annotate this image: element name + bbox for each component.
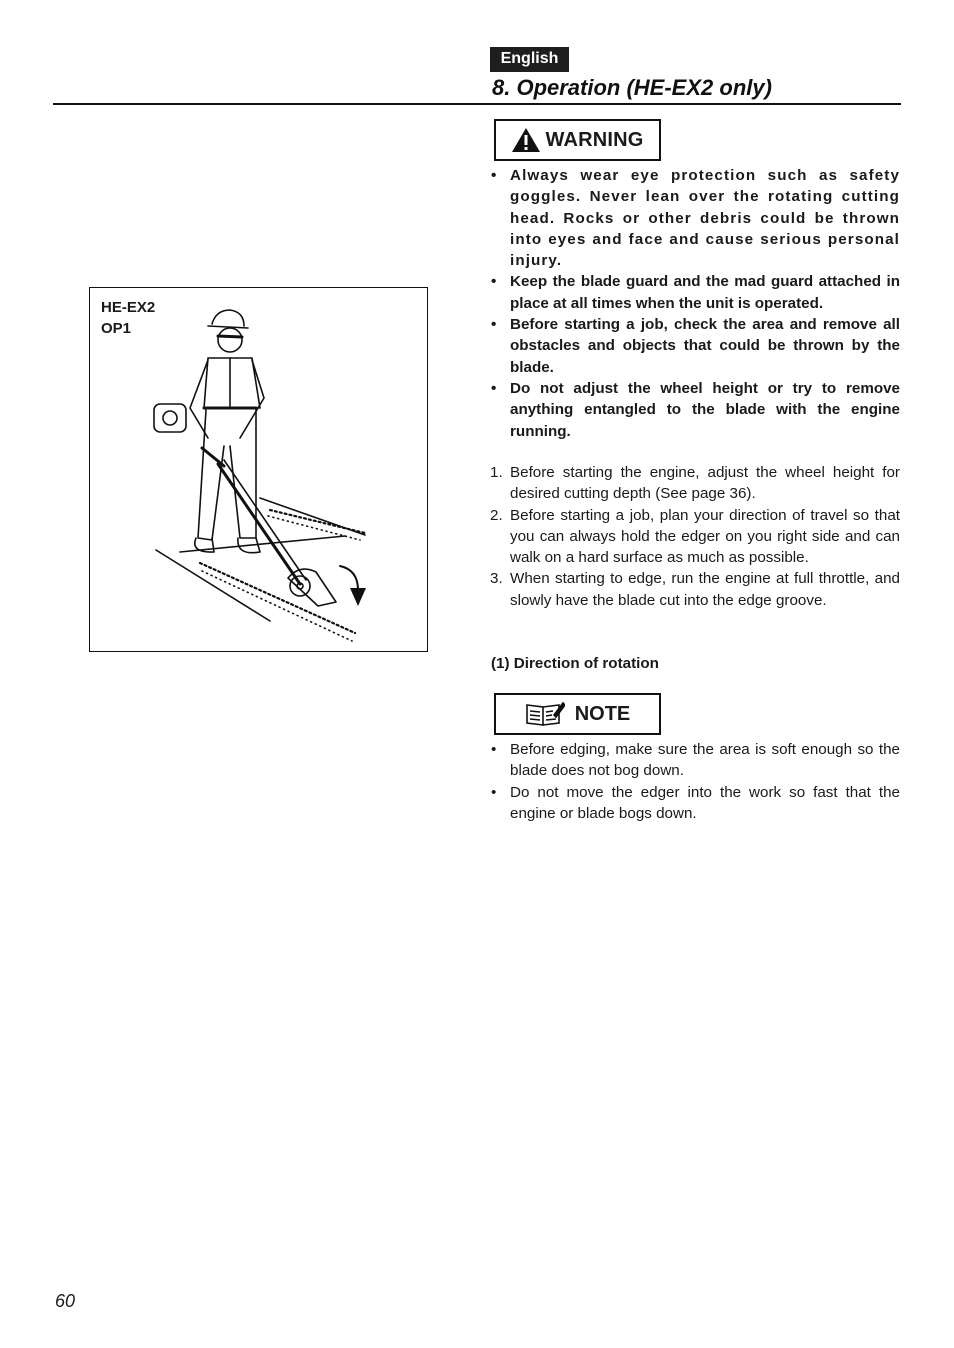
note-item: • Before edging, make sure the area is soft enough so the blade does not bog down. bbox=[490, 739, 900, 782]
header-rule bbox=[53, 103, 901, 105]
note-header bbox=[494, 693, 661, 735]
note-label: NOTE bbox=[574, 702, 631, 725]
page-number: 60 bbox=[55, 1291, 76, 1311]
open-book-pencil-icon bbox=[525, 701, 565, 727]
operation-figure bbox=[89, 287, 428, 652]
figure-code: OP1 bbox=[101, 320, 132, 337]
warning-list bbox=[490, 165, 900, 442]
rotation-heading: (1) Direction of rotation bbox=[491, 655, 659, 672]
step-item: 3. When starting to edge, run the engine at full throttle, and slowly have the blade cut into the edge groove. bbox=[490, 570, 900, 609]
operator-edging-illustration bbox=[90, 288, 429, 653]
warning-label: WARNING bbox=[545, 128, 644, 151]
language-tab: English bbox=[490, 47, 569, 72]
step-item: 1. Before starting the engine, adjust the wheel height for desired cutting depth (See page 36). bbox=[490, 464, 900, 503]
warning-item: • Do not adjust the wheel height or try to remove anything entangled to the blade with the engine running. bbox=[490, 378, 900, 442]
warning-item: • Keep the blade guard and the mad guard attached in place at all times when the unit is operated. bbox=[490, 271, 900, 314]
section-title: 8. Operation (HE-EX2 only) bbox=[492, 75, 772, 100]
procedure-steps bbox=[490, 462, 900, 611]
note-item: • Do not move the edger into the work so fast that the engine or blade bogs down. bbox=[490, 782, 900, 825]
warning-header bbox=[494, 119, 661, 161]
warning-item: • Before starting a job, check the area and remove all obstacles and objects that could be thrown by the blade. bbox=[490, 314, 900, 378]
warning-item: • Always wear eye protection such as safety goggles. Never lean over the rotating cutting head. Rocks or other debris could be thrown into eyes and face and cause serious personal injury. bbox=[490, 165, 900, 271]
step-item: 2. Before starting a job, plan your direction of travel so that you can always hold the edger on you right side and can walk on a hard surface as much as possible. bbox=[490, 506, 900, 567]
figure-model: HE-EX2 bbox=[101, 299, 156, 316]
warning-triangle-icon bbox=[511, 127, 541, 153]
note-list bbox=[490, 739, 900, 824]
